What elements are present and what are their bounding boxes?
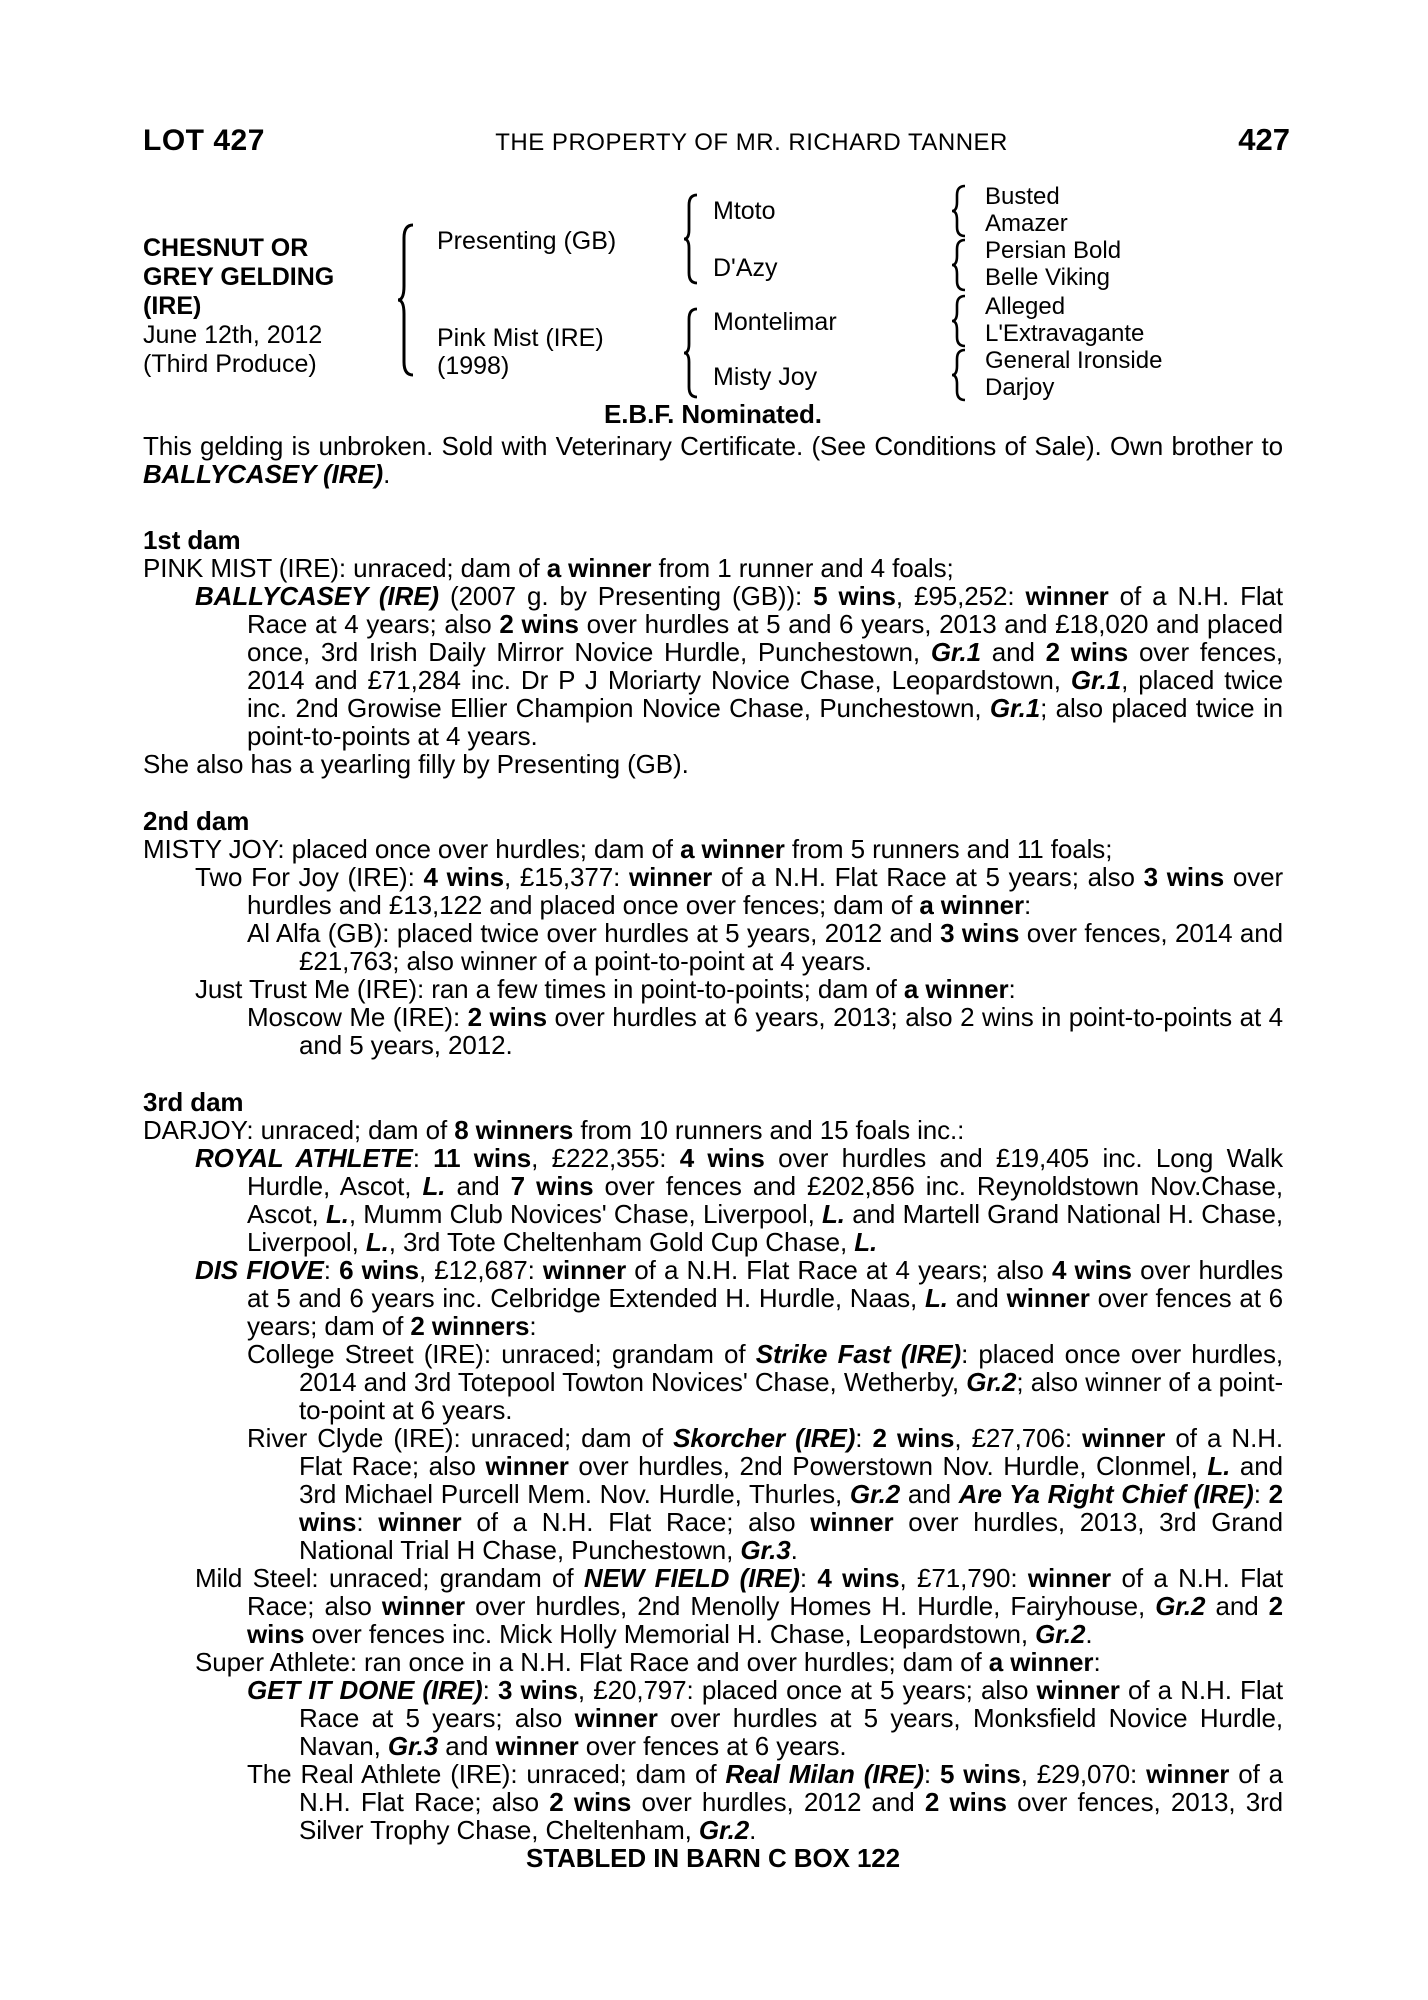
black-type-text: 2 winners <box>410 1311 530 1341</box>
black-type-text: winner <box>574 1703 658 1733</box>
great-grandparent-name: Belle Viking <box>985 264 1110 291</box>
black-type-text: 2 wins <box>924 1787 1007 1817</box>
great-grandparent-pair <box>985 293 1144 347</box>
black-type-text: winner <box>381 1591 466 1621</box>
black-type-text: 2 wins <box>549 1787 632 1817</box>
sire-name: Presenting (GB) <box>437 227 617 255</box>
pedigree-brace-icon <box>950 294 968 353</box>
pedigree-entry: MISTY JOY: placed once over hurdles; dam of a winner from 5 runners and 11 foals; <box>143 834 1113 864</box>
grandparent-name: Mtoto <box>713 197 776 225</box>
horse-name-emphasis: Skorcher (IRE) <box>673 1423 856 1453</box>
dam-heading: 1st dam <box>143 525 241 555</box>
black-type-text: winner <box>378 1507 462 1537</box>
great-grandparent-name: Darjoy <box>985 374 1055 401</box>
pedigree-brace-icon <box>396 222 416 383</box>
pedigree-table <box>0 0 1428 410</box>
horse-name-emphasis: GET IT DONE (IRE) <box>247 1675 483 1705</box>
black-type-text: winner <box>629 862 713 892</box>
horse-name-emphasis: Gr.2 <box>849 1479 901 1509</box>
black-type-text: winner <box>810 1507 894 1537</box>
horse-name-emphasis: BALLYCASEY (IRE) <box>143 459 384 489</box>
horse-name-emphasis: DIS FIOVE <box>195 1255 324 1285</box>
pedigree-entry: River Clyde (IRE): unraced; dam of Skorcher (IRE): 2 wins, £27,706: winner of a N.H. Flat Race; also winner over hurdles, 2nd Powerstown Nov. Hurdle, Clonmel, L. and 3rd Michael Purcell Mem. Nov. Hurdle, Thurles, Gr.2 and Are Ya Right Chief (IRE): 2 wins: winner of a N.H. Flat Race; also winner over hurdles, 2013, 3rd Grand National Trial H Chase, Punchestown, Gr.3. <box>247 1423 1284 1565</box>
black-type-text: a winner <box>546 553 652 583</box>
produce-note: (Third Produce) <box>143 350 317 378</box>
horse-name-emphasis: Real Milan (IRE) <box>725 1759 924 1789</box>
pedigree-entry: The Real Athlete (IRE): unraced; dam of Real Milan (IRE): 5 wins, £29,070: winner of a N.H. Flat Race; also 2 wins over hurdles, 2012 and 2 wins over fences, 2013, 3rd Silver Trophy Chase, Cheltenham, Gr.2. <box>247 1759 1284 1845</box>
horse-name-emphasis: Gr.1 <box>1070 665 1122 695</box>
dam-year: (1998) <box>437 352 510 380</box>
pedigree-entry: PINK MIST (IRE): unraced; dam of a winner from 1 runner and 4 foals; <box>143 553 954 583</box>
black-type-text: winner <box>542 1255 627 1285</box>
subject-name-line: (IRE) <box>143 292 202 320</box>
black-type-text: 2 wins <box>467 1002 547 1032</box>
black-type-text: winner <box>1146 1759 1230 1789</box>
lot-number: LOT 427 <box>143 124 265 157</box>
horse-name-emphasis: Gr.2 <box>698 1815 750 1845</box>
horse-name-emphasis: Strike Fast (IRE) <box>755 1339 962 1369</box>
great-grandparent-name: L'Extravagante <box>985 320 1145 347</box>
great-grandparent-pair <box>985 347 1162 401</box>
dam-section <box>143 1088 1283 1844</box>
dam-sections <box>143 526 1283 1844</box>
black-type-text: 2 wins <box>499 609 579 639</box>
pedigree-entry: Super Athlete: ran once in a N.H. Flat Race and over hurdles; dam of a winner: <box>195 1647 1101 1677</box>
black-type-text: 5 wins <box>813 581 896 611</box>
pedigree-brace-icon <box>950 348 968 407</box>
catalogue-body <box>143 400 1283 1872</box>
black-type-text: winner <box>1006 1283 1090 1313</box>
grandparent-name: Misty Joy <box>713 363 818 391</box>
black-type-text: winner <box>1025 581 1109 611</box>
grandparent-name: D'Azy <box>713 254 778 282</box>
black-type-text: 4 wins <box>817 1563 900 1593</box>
horse-name-emphasis: Gr.1 <box>930 637 982 667</box>
black-type-text: 3 wins <box>940 918 1020 948</box>
black-type-text: winner <box>495 1731 579 1761</box>
black-type-text: 2 wins <box>872 1423 955 1453</box>
black-type-text: 8 winners <box>454 1115 574 1145</box>
grandparent-name: Montelimar <box>713 308 837 336</box>
dam-section <box>143 807 1283 1059</box>
pedigree-entry: ROYAL ATHLETE: 11 wins, £222,355: 4 wins over hurdles and £19,405 inc. Long Walk Hurdle, Ascot, L. and 7 wins over fences and £202,856 inc. Reynoldstown Nov.Chase, Ascot, L., Mumm Club Novices' Chase, Liverpool, L. and Martell Grand National H. Chase, Liverpool, L., 3rd Tote Cheltenham Gold Cup Chase, L. <box>195 1143 1284 1257</box>
pedigree-brace-icon <box>682 193 700 290</box>
great-grandparent-pair <box>985 237 1121 291</box>
subject-name-line: CHESNUT OR <box>143 234 309 262</box>
black-type-text: 4 wins <box>1051 1255 1132 1285</box>
horse-name-emphasis: L. <box>924 1283 948 1313</box>
great-grandparent-name: Busted <box>985 183 1060 210</box>
horse-name-emphasis: Are Ya Right Chief (IRE) <box>958 1479 1254 1509</box>
horse-name-emphasis: Gr.1 <box>989 693 1041 723</box>
pedigree-entry: DARJOY: unraced; dam of 8 winners from 10 runners and 15 foals inc.: <box>143 1115 965 1145</box>
horse-name-emphasis: L. <box>422 1171 446 1201</box>
horse-name-emphasis: L. <box>365 1227 389 1257</box>
black-type-text: 7 wins <box>510 1171 594 1201</box>
horse-name-emphasis: Gr.3 <box>387 1731 439 1761</box>
pedigree-entry: Al Alfa (GB): placed twice over hurdles at 5 years, 2012 and 3 wins over fences, 2014 and £21,763; also winner of a point-to-point at 4 years. <box>247 918 1284 976</box>
dam-section <box>143 526 1283 778</box>
horse-name-emphasis: L. <box>1207 1451 1231 1481</box>
subject-name-line: GREY GELDING <box>143 263 335 291</box>
intro-paragraph: This gelding is unbroken. Sold with Veterinary Certificate. (See Conditions of Sale). Own brother to BALLYCASEY (IRE). <box>143 431 1283 489</box>
black-type-text: 3 wins <box>1143 862 1225 892</box>
black-type-text: a winner <box>903 974 1009 1004</box>
black-type-text: 4 wins <box>679 1143 765 1173</box>
horse-name-emphasis: Gr.2 <box>1035 1619 1086 1649</box>
stabled-line: STABLED IN BARN C BOX 122 <box>525 1843 901 1873</box>
pedigree-brace-icon <box>682 307 700 404</box>
page-title: THE PROPERTY OF MR. RICHARD TANNER <box>495 129 1008 156</box>
black-type-text: 4 wins <box>423 862 504 892</box>
horse-name-emphasis: NEW FIELD (IRE) <box>583 1563 800 1593</box>
ebf-nominated-line: E.B.F. Nominated. <box>604 399 822 429</box>
horse-name-emphasis: BALLYCASEY (IRE) <box>195 581 439 611</box>
page-number: 427 <box>1238 122 1290 157</box>
black-type-text: winner <box>1027 1563 1112 1593</box>
pedigree-entry: BALLYCASEY (IRE) (2007 g. by Presenting (GB)): 5 wins, £95,252: winner of a N.H. Flat Race at 4 years; also 2 wins over hurdles at 5 and 6 years, 2013 and £18,020 and placed once, 3rd Irish Daily Mirror Novice Hurdle, Punchestown, Gr.1 and 2 wins over fences, 2014 and £71,284 inc. Dr P J Moriarty Novice Chase, Leopardstown, Gr.1, placed twice inc. 2nd Growise Ellier Champion Novice Chase, Punchestown, Gr.1; also placed twice in point-to-points at 4 years. <box>195 581 1284 751</box>
black-type-text: winner <box>1036 1675 1120 1705</box>
dam-heading: 3rd dam <box>143 1087 244 1117</box>
horse-name-emphasis: ROYAL ATHLETE <box>195 1143 413 1173</box>
pedigree-entry: College Street (IRE): unraced; grandam of Strike Fast (IRE): placed once over hurdles, 2014 and 3rd Totepool Towton Novices' Chase, Wetherby, Gr.2; also winner of a point-to-point at 6 years. <box>247 1339 1284 1425</box>
black-type-text: 2 wins <box>1045 637 1129 667</box>
horse-name-emphasis: L. <box>822 1199 845 1229</box>
dam-heading: 2nd dam <box>143 806 250 836</box>
horse-name-emphasis: L. <box>854 1227 878 1257</box>
great-grandparent-name: Alleged <box>985 293 1066 320</box>
black-type-text: 2 wins <box>247 1591 1284 1649</box>
great-grandparent-name: General Ironside <box>985 347 1163 374</box>
great-grandparent-name: Persian Bold <box>985 237 1122 264</box>
black-type-text: 6 wins <box>339 1255 419 1285</box>
subject-block <box>143 234 413 379</box>
pedigree-entry: She also has a yearling filly by Presenting (GB). <box>143 749 689 779</box>
pedigree-brace-icon <box>950 184 968 243</box>
great-grandparent-pair <box>985 183 1068 237</box>
black-type-text: winner <box>1082 1423 1166 1453</box>
black-type-text: a winner <box>988 1647 1094 1677</box>
pedigree-brace-icon <box>950 238 968 297</box>
black-type-text: a winner <box>680 834 785 864</box>
black-type-text: 2 wins <box>299 1479 1284 1537</box>
dam-name: Pink Mist (IRE) <box>437 324 604 352</box>
pedigree-entry: Two For Joy (IRE): 4 wins, £15,377: winner of a N.H. Flat Race at 5 years; also 3 wins over hurdles and £13,122 and placed once over fences; dam of a winner: <box>195 862 1284 920</box>
black-type-text: 3 wins <box>497 1675 578 1705</box>
horse-name-emphasis: Gr.3 <box>740 1535 791 1565</box>
dam-block <box>437 324 604 380</box>
pedigree-entry: GET IT DONE (IRE): 3 wins, £20,797: placed once at 5 years; also winner of a N.H. Flat Race at 5 years; also winner over hurdles at 5 years, Monksfield Novice Hurdle, Navan, Gr.3 and winner over fences at 6 years. <box>247 1675 1283 1761</box>
pedigree-entry: Just Trust Me (IRE): ran a few times in point-to-points; dam of a winner: <box>195 974 1016 1004</box>
horse-name-emphasis: L. <box>325 1199 349 1229</box>
pedigree-entry: Moscow Me (IRE): 2 wins over hurdles at 6 years, 2013; also 2 wins in point-to-points at 4 and 5 years, 2012. <box>247 1002 1283 1060</box>
black-type-text: 11 wins <box>433 1143 532 1173</box>
pedigree-entry: DIS FIOVE: 6 wins, £12,687: winner of a N.H. Flat Race at 4 years; also 4 wins over hurdles at 5 and 6 years inc. Celbridge Extended H. Hurdle, Naas, L. and winner over fences at 6 years; dam of 2 winners: <box>195 1255 1284 1341</box>
great-grandparent-name: Amazer <box>985 210 1068 237</box>
horse-name-emphasis: Gr.2 <box>966 1367 1017 1397</box>
black-type-text: a winner <box>919 890 1025 920</box>
pedigree-entry: Mild Steel: unraced; grandam of NEW FIELD (IRE): 4 wins, £71,790: winner of a N.H. Flat Race; also winner over hurdles, 2nd Menolly Homes H. Hurdle, Fairyhouse, Gr.2 and 2 wins over fences inc. Mick Holly Memorial H. Chase, Leopardstown, Gr.2. <box>195 1563 1284 1649</box>
black-type-text: winner <box>485 1451 569 1481</box>
black-type-text: 5 wins <box>939 1759 1021 1789</box>
horse-name-emphasis: Gr.2 <box>1155 1591 1206 1621</box>
foal-date: June 12th, 2012 <box>143 321 323 349</box>
